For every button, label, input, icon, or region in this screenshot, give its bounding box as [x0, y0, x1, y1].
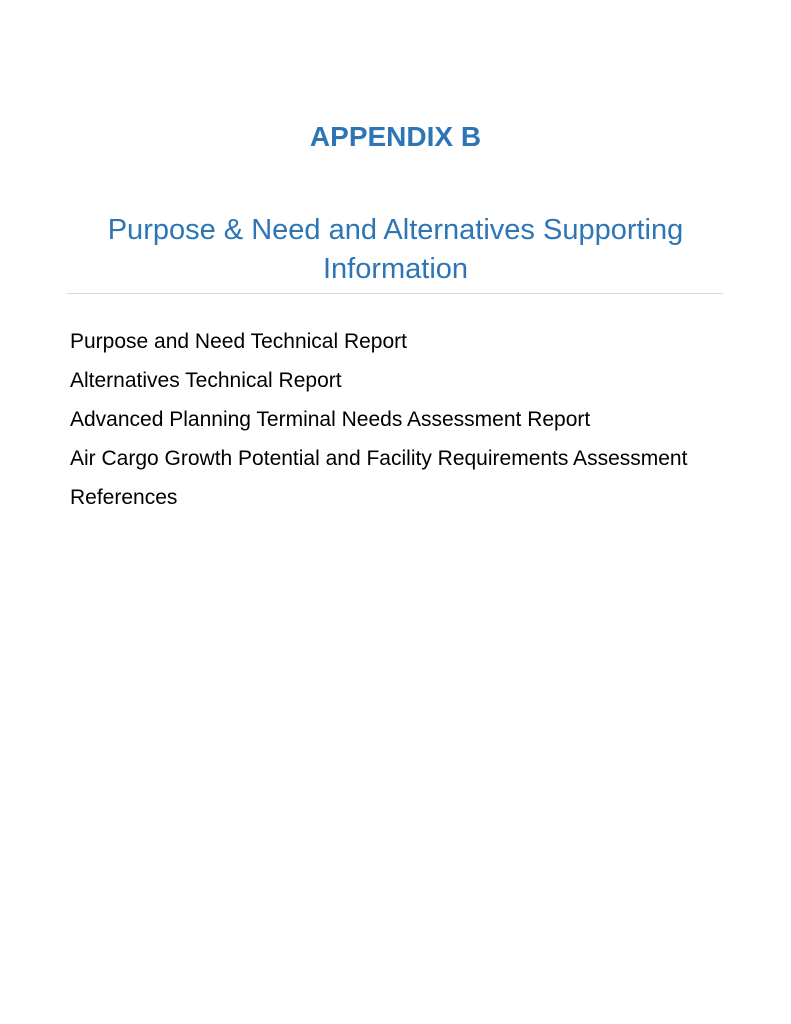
- contents-item-alternatives: Alternatives Technical Report: [70, 369, 342, 392]
- contents-item-purpose-need: Purpose and Need Technical Report: [70, 330, 407, 353]
- section-title: Purpose & Need and Alternatives Supporting Information: [107, 214, 684, 285]
- contents-item-terminal-needs: Advanced Planning Terminal Needs Assessment Report: [70, 408, 591, 431]
- appendix-heading: APPENDIX B: [309, 121, 482, 152]
- title-divider: [67, 293, 723, 294]
- contents-item-air-cargo: Air Cargo Growth Potential and Facility Requirements Assessment: [70, 447, 688, 470]
- contents-item-references: References: [70, 486, 178, 509]
- contents-list: [70, 327, 690, 522]
